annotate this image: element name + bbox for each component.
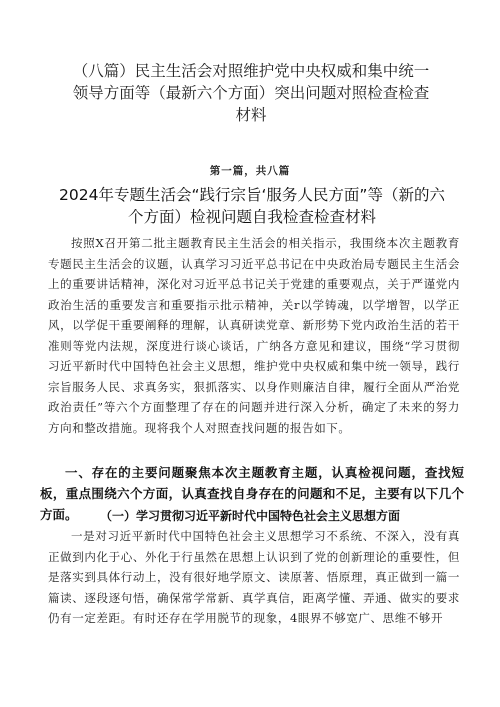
subsection-heading: （一）学习贯彻习近平新时代中国特色社会主义思想方面 [99,509,400,523]
article-title: 2024年专题生活会“践行宗旨‘服务人民方面”等（新的六个方面）检视问题自我检查检查材料 [59,186,445,226]
body-paragraph: 一是对习近平新时代中国特色社会主义思想学习不系统、不深入，没有真正做到内化于心、外化于行虽然在思想上认识到了党的创新理论的重要性，但是落实到具体行动上，没有很好地学原文、读原著、悟原理，真正做到一篇一篇读、逐段逐句悟，确保常学常新、真学真信，距离学懂、弄通、做实的要求仍有一定差距。有时还存在学用脱节的现象，4眼界不够宽广、思维不够开 [48,529,460,625]
document-title: （八篇）民主生活会对照维护党中央权威和集中统一领导方面等（最新六个方面）突出问题对照检查检查材料 [72,62,430,124]
intro-paragraph: 按照X召开第二批主题教育民主生活会的相关指示，我围绕本次主题教育专题民主生活会的议题，认真学习习近平总书记在中央政治局专题民主生活会上的重要讲话精神，深化对习近平总书记关于党建的重要观点，关于严谨党内政治生活的重要发言和重要指示批示精神，关r以学铸魂，以学增智，以学正风，以学促干重要阐释的理解，认真研读党章、新形势下党内政治生活的若干准则等党内法规，深度进行谈心谈话，广纳各方意见和建议，围绕“学习贯彻习近平新时代中国特色社会主义思想，维护党中央权威和集中统一领导，践行宗旨服务人民、求真务实，狠抓落实、以身作则廉洁自律，履行全面从严治党政治责任”等六个方面整理了存在的问题并进行深入分析，确定了未来的努力方向和整改措施。现将我个人对照查找问题的报告如下。 [48,236,460,435]
part-label: 第一篇，共八篇 [209,165,291,177]
section-heading: 一、存在的主要问题聚焦本次主题教育主题，认真检视问题，查找短板，重点围绕六个方面，认真查找自身存在的问题和不足，主要有以下几个方面。 [40,465,464,522]
